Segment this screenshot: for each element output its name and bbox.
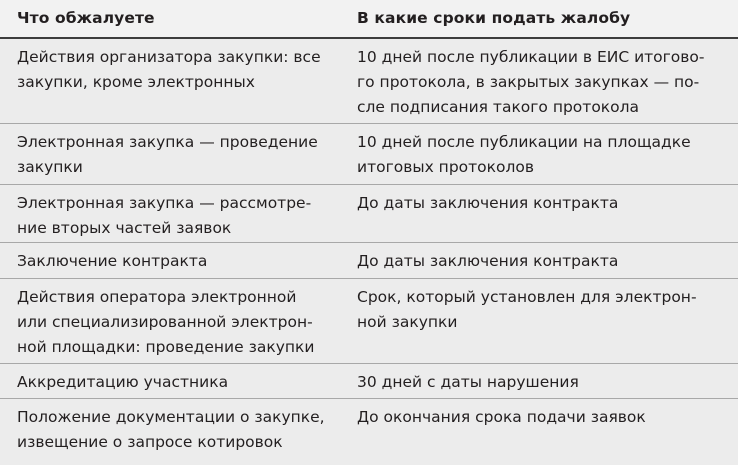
- cell-when: 10 дней после публикации на площадке итоговых протоколов: [357, 133, 691, 176]
- header-when: В какие сроки подать жалобу: [357, 9, 631, 27]
- cell-when: 10 дней после публикации в ЕИС итогово- го протокола, в закрытых закупках — по- сле подписания такого протокола: [357, 48, 705, 116]
- cell-what: Действия организатора закупки: все закупки, кроме электронных: [17, 48, 321, 91]
- table-row: [0, 124, 738, 185]
- cell-when: До окончания срока подачи заявок: [357, 408, 646, 426]
- cell-when: До даты заключения контракта: [357, 194, 619, 212]
- table-row: [0, 364, 738, 399]
- cell-what: Положение документации о закупке, извещение о запросе котировок: [17, 408, 325, 451]
- table-row: [0, 399, 738, 465]
- header-what: Что обжалуете: [17, 9, 155, 27]
- cell-when: 30 дней с даты нарушения: [357, 373, 579, 391]
- cell-what: Аккредитацию участника: [17, 373, 229, 391]
- cell-what: Электронная закупка — рассмотре- ние вторых частей заявок: [17, 194, 312, 237]
- cell-what: Электронная закупка — проведение закупки: [17, 133, 318, 176]
- cell-when: До даты заключения контракта: [357, 252, 619, 270]
- table-row: [0, 39, 738, 124]
- cell-what: Заключение контракта: [17, 252, 208, 270]
- table-header: [0, 0, 738, 39]
- table-row: [0, 243, 738, 279]
- cell-what: Действия оператора электронной или специализированной электрон- ной площадки: проведение закупки: [17, 288, 315, 356]
- table-row: [0, 279, 738, 364]
- table-row: [0, 185, 738, 243]
- cell-when: Срок, который установлен для электрон- ной закупки: [357, 288, 697, 331]
